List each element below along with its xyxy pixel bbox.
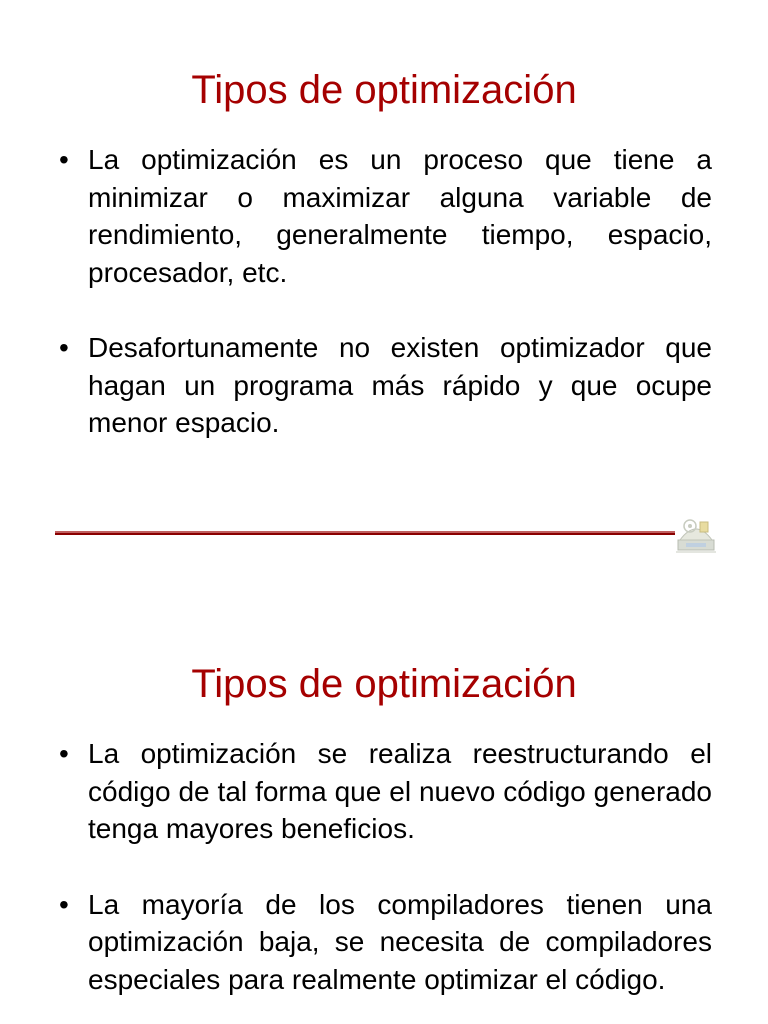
bullet-marker: • [59,738,69,769]
slide-title: Tipos de optimización [191,662,577,706]
bullet-text: Desafortunamente no existen optimizador que hagan un programa más rápido y que ocupe menor espacio. [88,332,712,438]
bullet-item [56,329,712,442]
slide-divider [55,531,675,535]
bullet-marker: • [59,332,69,363]
bullet-text: La mayoría de los compiladores tienen una optimización baja, se necesita de compiladores especiales para realmente optimizar el código. [88,888,712,995]
bullet-list [56,735,712,1024]
bullet-marker: • [59,888,69,920]
bullet-text: La optimización se realiza reestructurando el código de tal forma que el nuevo código generado tenga mayores beneficios. [88,738,712,844]
bullet-item [56,735,712,848]
institution-logo-icon [672,510,720,554]
bullet-text: La optimización es un proceso que tiene a minimizar o maximizar alguna variable de rendimiento, generalmente tiempo, espacio, procesador, etc. [88,144,712,288]
bullet-item [56,141,712,291]
bullet-list [56,141,712,480]
slide-2 [0,594,768,1024]
slide-title: Tipos de optimización [191,68,577,112]
bullet-item [56,886,712,999]
bullet-marker: • [59,144,69,175]
